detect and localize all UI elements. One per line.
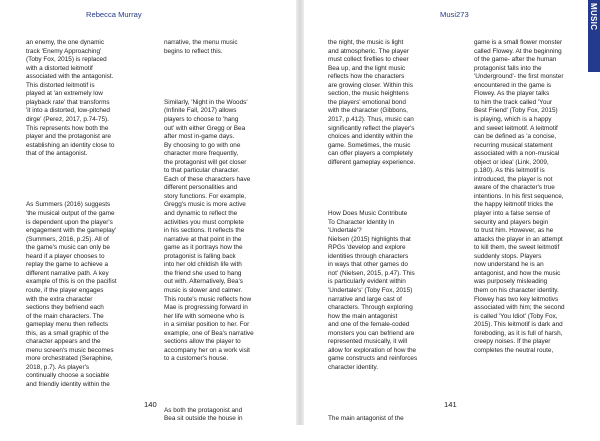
paragraph: an enemy, the one dynamic track 'Enemy Approaching' (Toby Fox, 2015) is replaced with a distorted leitmotif associated with the antagonist. This distorted leitmotif is played at 'an extremely low playback rate' that transforms 'it into a distorted, low-pitched dirge' (Perez, 2017, p.74-75). This represents how both the player and the protagonist are establishing an identity close to that of the antagonist.	[26, 39, 115, 158]
paragraph: As Summers (2016) suggests 'the musical output of the game is dependent upon the player's engagement with the gameplay' (Summers, 2016, p.25). All of the game's music can only be heard if a player chooses to replay the game to achieve a different narrative path. A key example of this is on the pacifist route, if the player engages with the extra character sections they befriend each of the main characters. The gameplay menu then reflects this, as a small graphic of the character appears and the menu screen's music becomes more orchestrated (Seraphine, 2018, p.7). As player's continually choose a sociable and friendly identity within the	[26, 201, 117, 388]
right-page	[304, 0, 600, 425]
paragraph: game is a small flower monster called Flowey. At the beginning of the game- after the human protagonist falls into the 'Underground'- the first monster encountered in the game is Flowey. As the player talks to him the track called 'Your Best Friend' (Toby Fox, 2015) is playing, which is a happy and sweet leitmotif. A leitmotif can be defined as 'a concise, recurring musical statement associated with a non-musical object or idea' (Link, 2009, p.180). As this leitmotif is introduced, the player is not aware of the character's true intentions. In his first sequence, the happy leitmotif tricks the player into a false sense of security and players begin to trust him. However, as he attacks the player in an attempt to kill them, the sweet leitmotif suddenly stops. Players now understand he is an antagonist, and how the music was purposely misleading them on his character identity. Flowey has two key leitmotivs associated with him; the second is called 'You Idiot' (Toby Fox, 2015). This leitmotif is dark and foreboding, as it is full of harsh, creepy noises. If the player completes the neutral route,	[474, 39, 565, 354]
running-head-code: Musi273	[440, 10, 469, 19]
right-page-column-2	[474, 22, 596, 372]
running-head-author: Rebecca Murray	[86, 10, 142, 19]
paragraph: the night, the music is light and atmospheric. The player must collect fireflies to cheer Bea up, and the light music reflects how the characters are growing closer. Within this section, the music heightens the players' emotional bond with the character (Gibbons, 2017, p.412). Thus, music can significantly reflect the player's choices and identity within the game. Sometimes, the music can offer players a completely different gameplay experience.	[328, 39, 416, 166]
paragraph: narrative, the menu music begins to reflect this.	[164, 39, 238, 55]
section-heading-and-paragraph: How Does Music Contribute To Character Identity In 'Undertale'? Nielsen (2015) highlights that RPGs 'develop and explore identities through characters in ways that other games do not' (Nielsen, 2015, p.47). This is particularly evident within 'Undertale's' (Toby Fox, 2015) narrative and large cast of characters. Through exploring how the main antagonist and one of the female-coded monsters you can befriend are represented musically, it will allow for exploration of how the game constructs and reinforces character identity.	[328, 210, 418, 371]
paragraph: The main antagonist of the	[328, 415, 404, 423]
left-page-column-1	[26, 22, 148, 407]
paragraph: As both the protagonist and Bea sit outside the house in	[164, 406, 243, 423]
left-page	[0, 0, 296, 425]
section-tab-label: MUSIC	[589, 3, 598, 31]
paragraph: Similarly, 'Night in the Woods' (Infinite Fall, 2017) allows players to choose to 'hang out' with either Gregg or Bea after most in-game days. By choosing to go with one character more frequently, the protagonist will get closer to that particular character. Each of these characters have different personalities and story functions. For example, Gregg's music is more active and dynamic to reflect the activities you must complete in his sections. It reflects the narrative at that point in the game as it portrays how the protagonist is falling back into her old childish life with the friend she used to hang out with. Alternatively, Bea's music is slower and calmer. This route's music reflects how Mae is progressing forward in her life with someone who is in a similar position to her. For example, one of Bea's narrative sections allow the player to accompany her on a work visit to a customer's house.	[164, 98, 254, 363]
book-gutter	[296, 0, 304, 425]
left-page-column-2	[164, 22, 286, 441]
right-page-column-1	[328, 22, 450, 441]
page-number-right: 141	[444, 400, 457, 409]
section-tab	[588, 0, 600, 72]
page-number-left: 140	[144, 400, 157, 409]
